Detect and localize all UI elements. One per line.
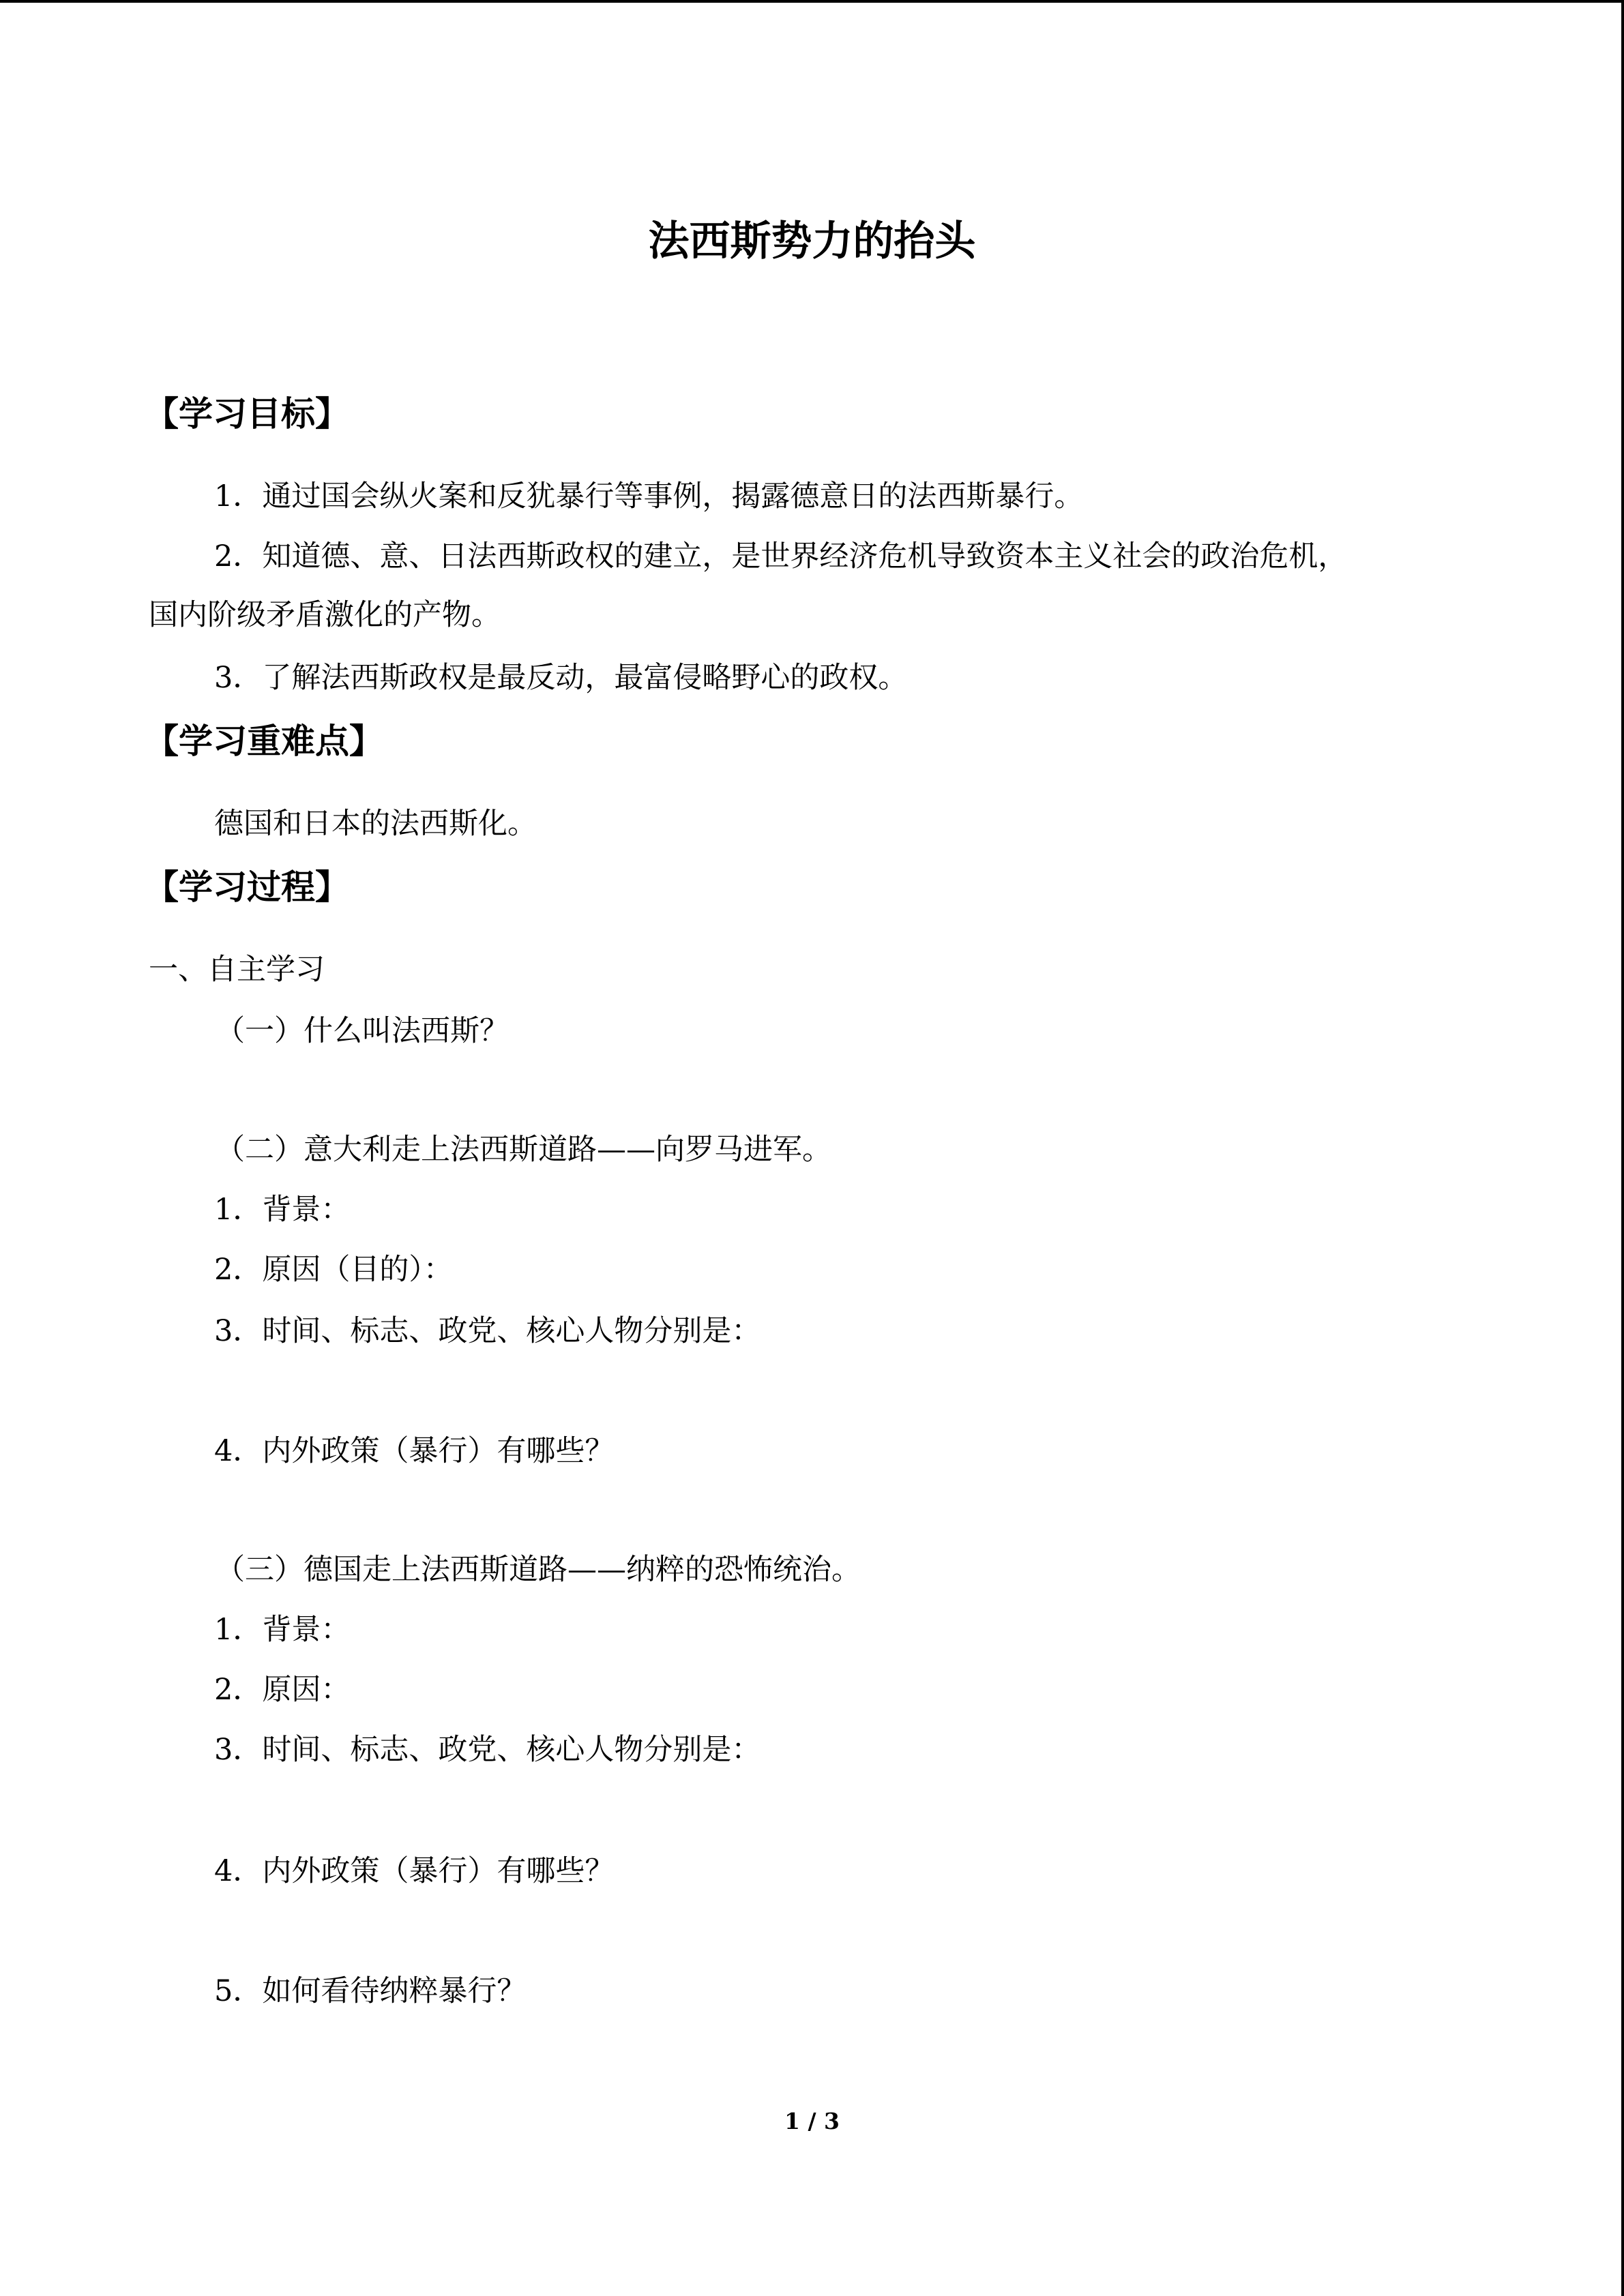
germany-item-reason: 2．原因： (214, 1673, 351, 1707)
italy-item-policies: 4．内外政策（暴行）有哪些？ (214, 1434, 615, 1468)
part-one-heading: 一、自主学习 (149, 953, 325, 987)
italy-item-reason: 2．原因（目的）： (214, 1253, 453, 1287)
italy-item-details: 3．时间、标志、政党、核心人物分别是： (214, 1314, 761, 1348)
key-points-text: 德国和日本的法西斯化。 (214, 807, 537, 841)
section-heading-process: 【学习过程】 (145, 867, 349, 907)
page-indicator: 1 / 3 (784, 2108, 840, 2134)
germany-item-background: 1．背景： (214, 1613, 351, 1647)
italy-section-title: （二）意大利走上法西斯道路——向罗马进军。 (216, 1133, 831, 1167)
objective-item-3: 3．了解法西斯政权是最反动，最富侵略野心的政权。 (214, 661, 908, 695)
objective-item-1: 1．通过国会纵火案和反犹暴行等事例，揭露德意日的法西斯暴行。 (214, 479, 1084, 513)
germany-section-title: （三）德国走上法西斯道路——纳粹的恐怖统治。 (216, 1553, 861, 1587)
section-heading-objectives: 【学习目标】 (145, 394, 349, 434)
germany-item-view: 5．如何看待纳粹暴行？ (214, 1974, 527, 2008)
objective-item-2: 2．知道德、意、日法西斯政权的建立，是世界经济危机导致资本主义社会的政治危机， (214, 539, 1348, 573)
italy-item-background: 1．背景： (214, 1193, 351, 1227)
document-title: 法西斯势力的抬头 (648, 218, 976, 265)
objective-item-2-continued: 国内阶级矛盾激化的产物。 (149, 598, 501, 632)
section-heading-key-points: 【学习重难点】 (145, 721, 383, 761)
germany-item-details: 3．时间、标志、政党、核心人物分别是： (214, 1733, 761, 1767)
germany-item-policies: 4．内外政策（暴行）有哪些？ (214, 1854, 615, 1888)
question-what-is-fascism: （一）什么叫法西斯？ (216, 1014, 509, 1048)
